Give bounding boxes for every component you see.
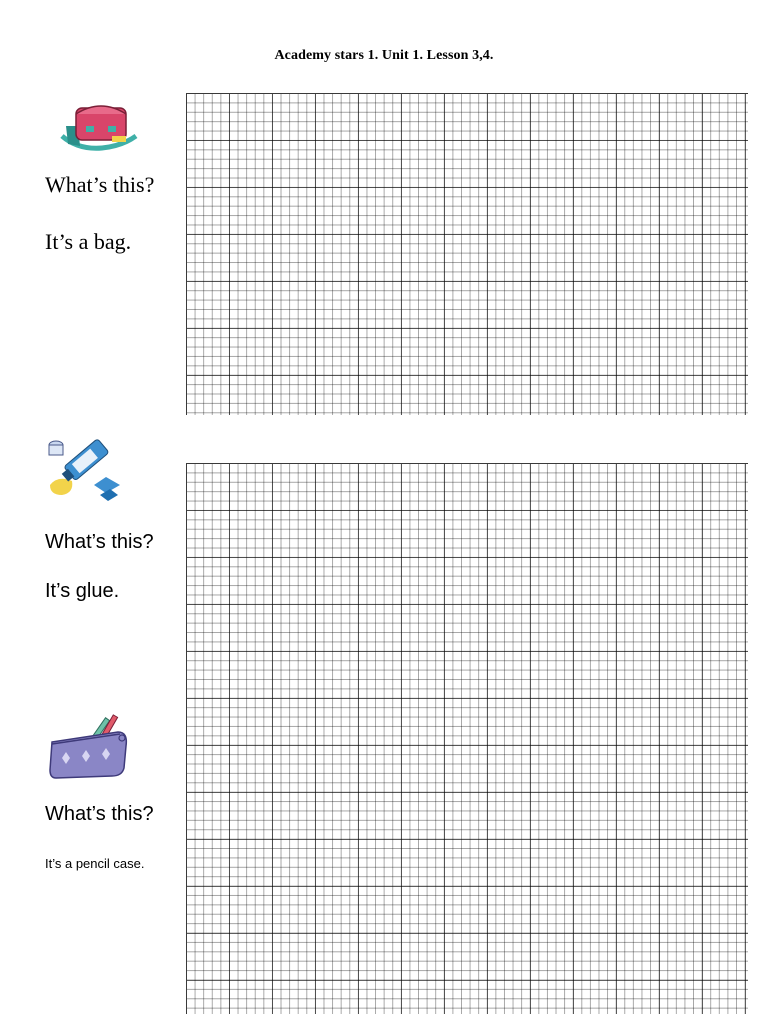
answer-text: It’s a bag.: [45, 229, 132, 254]
writing-grid: [186, 93, 748, 415]
glue-icon: [44, 433, 124, 505]
question-text: What’s this?: [45, 531, 154, 553]
answer-text: It’s glue.: [45, 580, 120, 602]
answer-text: It’s a pencil case.: [45, 856, 145, 871]
writing-grid: [186, 463, 748, 1014]
question-text: What’s this?: [45, 803, 154, 825]
question-text: What’s this?: [45, 172, 155, 197]
page-title: Academy stars 1. Unit 1. Lesson 3,4.: [274, 48, 494, 63]
pencil-case-icon: [48, 712, 130, 780]
bag-icon: [58, 96, 140, 156]
